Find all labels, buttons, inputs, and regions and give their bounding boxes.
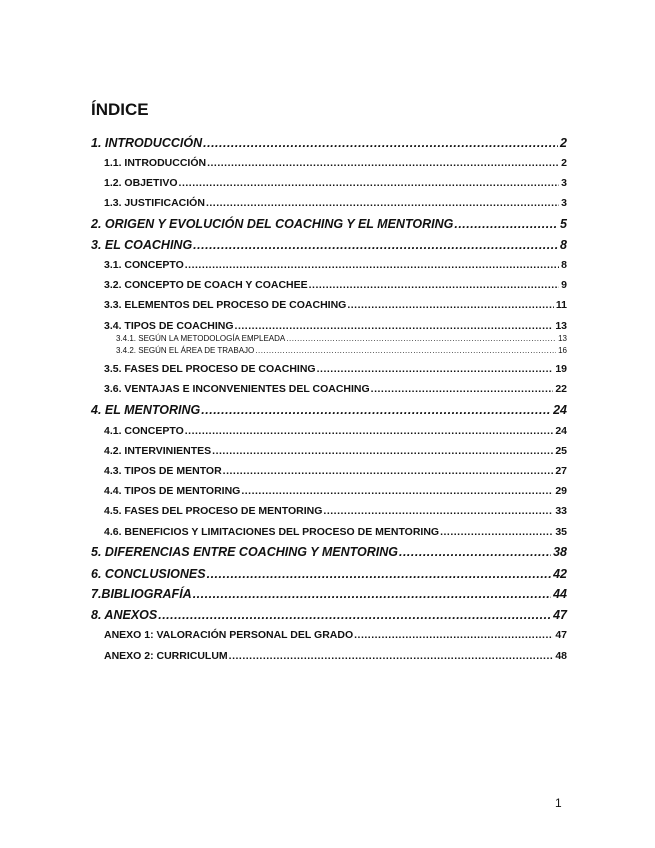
toc-entry[interactable] xyxy=(91,567,567,581)
toc-entry[interactable] xyxy=(91,403,567,417)
toc-entry[interactable] xyxy=(91,217,567,231)
dot-leader xyxy=(206,197,559,209)
page-number: 1 xyxy=(555,796,562,810)
toc-entry[interactable] xyxy=(104,526,567,538)
dot-leader xyxy=(241,485,553,497)
toc-entry[interactable] xyxy=(91,136,567,150)
toc-entry-page: 47 xyxy=(553,608,567,622)
dot-leader xyxy=(454,217,558,231)
toc-entry-label: 4. EL MENTORING xyxy=(91,403,201,417)
toc-entry[interactable] xyxy=(91,587,567,601)
dot-leader xyxy=(223,465,554,477)
dot-leader xyxy=(201,403,551,417)
toc-entry-page: 33 xyxy=(555,505,567,517)
toc-entry-label: 3.5. FASES DEL PROCESO DE COACHING xyxy=(104,363,316,375)
dot-leader xyxy=(354,629,553,641)
toc-entry-page: 27 xyxy=(555,465,567,477)
toc-entry-label: 3.4. TIPOS DE COACHING xyxy=(104,320,234,332)
toc-entry-page: 3 xyxy=(561,177,567,189)
toc-entry-label: 6. CONCLUSIONES xyxy=(91,567,206,581)
toc-entry[interactable] xyxy=(104,425,567,437)
toc-entry[interactable] xyxy=(104,445,567,457)
toc-entry[interactable] xyxy=(104,197,567,209)
toc-entry-page: 19 xyxy=(555,363,567,375)
dot-leader xyxy=(323,505,553,517)
toc-entry[interactable] xyxy=(104,157,567,169)
toc-entry[interactable] xyxy=(104,505,567,517)
toc-entry-page: 44 xyxy=(553,587,567,601)
toc-entry-page: 25 xyxy=(555,445,567,457)
dot-leader xyxy=(203,136,558,150)
toc-entry-page: 22 xyxy=(555,383,567,395)
toc-entry-label: 1. INTRODUCCIÓN xyxy=(91,136,203,150)
toc-entry-page: 29 xyxy=(555,485,567,497)
toc-entry-label: 4.2. INTERVINIENTES xyxy=(104,445,212,457)
dot-leader xyxy=(179,177,560,189)
toc-entry-page: 5 xyxy=(560,217,567,231)
toc-entry-page: 11 xyxy=(555,299,567,311)
dot-leader xyxy=(229,650,554,662)
dot-leader xyxy=(286,334,556,343)
toc-entry[interactable] xyxy=(104,383,567,395)
dot-leader xyxy=(347,299,554,311)
dot-leader xyxy=(317,363,554,375)
toc-entry[interactable] xyxy=(91,608,567,622)
dot-leader xyxy=(309,279,560,291)
toc-entry[interactable] xyxy=(104,279,567,291)
toc-entry-page: 47 xyxy=(555,629,567,641)
toc-entry-label: 3.3. ELEMENTOS DEL PROCESO DE COACHING xyxy=(104,299,347,311)
toc-entry[interactable] xyxy=(104,485,567,497)
toc-entry-page: 13 xyxy=(558,334,567,343)
toc-entry-label: 3.4.2. SEGÚN EL ÁREA DE TRABAJO xyxy=(116,346,255,355)
toc-entry-label: 7.BIBLIOGRAFÍA xyxy=(91,587,192,601)
toc-entry-page: 13 xyxy=(555,320,567,332)
toc-entry-label: 4.1. CONCEPTO xyxy=(104,425,184,437)
toc-entry-label: 3.2. CONCEPTO DE COACH Y COACHEE xyxy=(104,279,308,291)
toc-entry-label: 3.1. CONCEPTO xyxy=(104,259,184,271)
toc-entry-label: 1.3. JUSTIFICACIÓN xyxy=(104,197,205,209)
dot-leader xyxy=(193,587,551,601)
toc-entry-label: 1.2. OBJETIVO xyxy=(104,177,178,189)
toc-entry-label: 8. ANEXOS xyxy=(91,608,158,622)
dot-leader xyxy=(158,608,551,622)
toc-entry-label: 3. EL COACHING xyxy=(91,238,193,252)
toc-entry-page: 9 xyxy=(561,279,567,291)
toc-entry[interactable] xyxy=(104,629,567,641)
toc-entry-page: 24 xyxy=(553,403,567,417)
dot-leader xyxy=(440,526,553,538)
toc-entry-label: ANEXO 1: VALORACIÓN PERSONAL DEL GRADO xyxy=(104,629,354,641)
toc-entry[interactable] xyxy=(91,238,567,252)
toc-entry-label: 2. ORIGEN Y EVOLUCIÓN DEL COACHING Y EL MENTORING xyxy=(91,217,454,231)
toc-entry-label: 4.3. TIPOS DE MENTOR xyxy=(104,465,222,477)
toc-entry-page: 2 xyxy=(560,136,567,150)
toc-entry-page: 8 xyxy=(560,238,567,252)
toc-entry-page: 42 xyxy=(553,567,567,581)
toc-entry[interactable] xyxy=(116,346,567,355)
toc-entry[interactable] xyxy=(104,299,567,311)
toc-entry[interactable] xyxy=(104,259,567,271)
toc-entry-page: 16 xyxy=(558,346,567,355)
toc-entry[interactable] xyxy=(104,465,567,477)
dot-leader xyxy=(212,445,553,457)
toc-entry-label: ANEXO 2: CURRICULUM xyxy=(104,650,228,662)
toc-entry-label: 3.6. VENTAJAS E INCONVENIENTES DEL COACHING xyxy=(104,383,370,395)
toc-entry-page: 2 xyxy=(561,157,567,169)
toc-entry[interactable] xyxy=(104,177,567,189)
toc-entry-page: 35 xyxy=(555,526,567,538)
toc-entry-label: 3.4.1. SEGÚN LA METODOLOGÍA EMPLEADA xyxy=(116,334,286,343)
toc-entry[interactable] xyxy=(104,320,567,332)
dot-leader xyxy=(371,383,554,395)
dot-leader xyxy=(399,545,551,559)
toc-entry[interactable] xyxy=(104,650,567,662)
toc-entry-label: 4.6. BENEFICIOS Y LIMITACIONES DEL PROCESO DE MENTORING xyxy=(104,526,440,538)
toc-entry[interactable] xyxy=(91,545,567,559)
toc-entry[interactable] xyxy=(104,363,567,375)
toc-entry-page: 3 xyxy=(561,197,567,209)
dot-leader xyxy=(235,320,554,332)
toc-entry-page: 48 xyxy=(555,650,567,662)
toc-entry-label: 4.4. TIPOS DE MENTORING xyxy=(104,485,241,497)
dot-leader xyxy=(185,259,559,271)
dot-leader xyxy=(255,346,556,355)
toc-entry-label: 5. DIFERENCIAS ENTRE COACHING Y MENTORING xyxy=(91,545,398,559)
toc-entry-label: 1.1. INTRODUCCIÓN xyxy=(104,157,207,169)
toc-entry[interactable] xyxy=(116,334,567,343)
toc-entry-page: 8 xyxy=(561,259,567,271)
dot-leader xyxy=(207,567,551,581)
toc-entry-page: 38 xyxy=(553,545,567,559)
toc-title: ÍNDICE xyxy=(91,100,149,119)
toc-entry-label: 4.5. FASES DEL PROCESO DE MENTORING xyxy=(104,505,323,517)
dot-leader xyxy=(207,157,559,169)
dot-leader xyxy=(193,238,558,252)
dot-leader xyxy=(185,425,554,437)
toc-entry-page: 24 xyxy=(555,425,567,437)
